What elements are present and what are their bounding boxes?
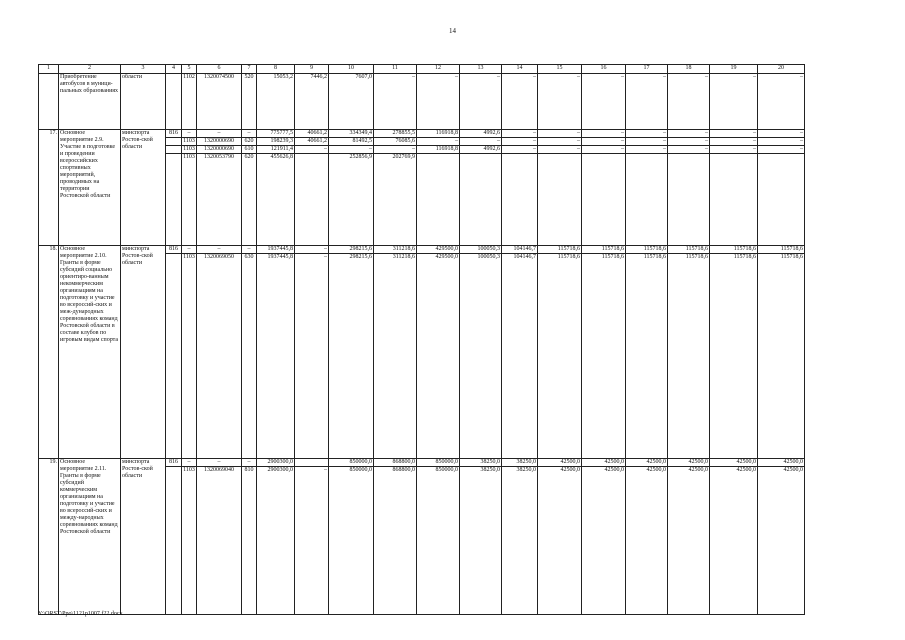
row-number — [39, 74, 59, 130]
section-code: – — [182, 459, 197, 467]
executor: минспорта Ростов-ской области — [121, 130, 166, 246]
amount-cell: – — [374, 146, 417, 154]
column-number-row — [39, 65, 805, 74]
section-code: 1103 — [182, 254, 197, 459]
column-number: 7 — [242, 65, 257, 74]
ministry-code — [166, 74, 182, 130]
amount-cell: – — [582, 74, 626, 130]
amount-cell: 100050,3 — [460, 246, 502, 254]
amount-cell: – — [668, 138, 710, 146]
amount-cell: 455626,8 — [257, 154, 295, 246]
amount-cell: 868800,0 — [374, 459, 417, 467]
amount-cell: – — [460, 138, 502, 146]
amount-cell: – — [710, 138, 758, 146]
target-article-code: 1320074500 — [197, 74, 242, 130]
amount-cell: 115718,6 — [626, 246, 668, 254]
amount-cell: 38250,0 — [502, 459, 538, 467]
amount-cell: 115718,6 — [668, 246, 710, 254]
amount-cell: – — [710, 130, 758, 138]
amount-cell: 115718,6 — [710, 254, 758, 459]
expense-type-code: 620 — [242, 154, 257, 246]
amount-cell: – — [538, 138, 582, 146]
target-article-code: – — [197, 246, 242, 254]
column-number: 1 — [39, 65, 59, 74]
amount-cell: – — [295, 467, 329, 615]
amount-cell: – — [758, 74, 805, 130]
amount-cell: – — [626, 74, 668, 130]
amount-cell: 1937445,8 — [257, 254, 295, 459]
section-code: 1103 — [183, 138, 195, 144]
column-number: 14 — [502, 65, 538, 74]
amount-cell: – — [295, 254, 329, 459]
footer-file-path: Y:\ORST\Ppo\1121p1007.f22.docx — [38, 611, 123, 617]
amount-cell: – — [417, 138, 460, 146]
amount-cell: 2900300,0 — [257, 467, 295, 615]
amount-cell: – — [668, 130, 710, 138]
section-code: – — [182, 246, 197, 254]
amount-cell: 311218,6 — [374, 246, 417, 254]
executor: минспорта Ростов-ской области — [121, 459, 166, 615]
amount-cell: – — [502, 138, 538, 146]
target-article-code: – — [197, 459, 242, 467]
table-row — [39, 246, 805, 254]
budget-table — [38, 64, 805, 615]
amount-cell: – — [668, 146, 710, 154]
amount-cell: 42500,0 — [710, 467, 758, 615]
amount-cell: 42500,0 — [710, 459, 758, 467]
row-number: 17. — [39, 130, 59, 246]
amount-cell: 298215,6 — [329, 246, 374, 254]
ministry-code — [166, 146, 182, 154]
amount-cell: 7607,0 — [329, 74, 374, 130]
ministry-code — [166, 467, 182, 615]
amount-cell: 42500,0 — [582, 459, 626, 467]
amount-cell: – — [710, 146, 758, 154]
amount-cell: 42500,0 — [538, 459, 582, 467]
amount-cell — [417, 154, 460, 246]
amount-cell: 40661,2 — [295, 130, 329, 138]
amount-cell: – — [582, 138, 626, 146]
table-body — [39, 65, 805, 615]
column-number: 6 — [197, 65, 242, 74]
amount-cell: 116918,8 — [417, 146, 460, 154]
amount-cell: – — [668, 74, 710, 130]
amount-cell: 115718,6 — [582, 254, 626, 459]
amount-cell: – — [502, 74, 538, 130]
target-article-code: 1320000690 — [197, 146, 242, 154]
amount-cell: 121911,4 — [257, 146, 295, 154]
amount-cell: – — [626, 130, 668, 138]
amount-cell: 115718,6 — [538, 254, 582, 459]
amount-cell — [710, 154, 758, 246]
amount-cell — [460, 154, 502, 246]
amount-cell: 2900300,0 — [257, 459, 295, 467]
amount-cell: 1937445,8 — [257, 246, 295, 254]
amount-cell: – — [758, 146, 805, 154]
amount-cell: 42500,0 — [626, 459, 668, 467]
amount-cell: 252856,9 — [329, 154, 374, 246]
amount-cell: 81492,5 — [329, 138, 374, 146]
amount-cell: – — [626, 146, 668, 154]
amount-cell: 7446,2 — [295, 74, 329, 130]
amount-cell — [295, 154, 329, 246]
amount-cell: 429500,0 — [417, 254, 460, 459]
amount-cell: 850000,0 — [329, 459, 374, 467]
target-article-code: 1320069050 — [197, 254, 242, 459]
amount-cell — [538, 154, 582, 246]
amount-cell: 104146,7 — [502, 246, 538, 254]
ministry-code: 816 — [166, 459, 182, 467]
amount-cell: 850000,0 — [417, 467, 460, 615]
column-number: 4 — [166, 65, 182, 74]
executor: области — [121, 74, 166, 130]
amount-cell: 100050,3 — [460, 254, 502, 459]
expense-type-code: – — [242, 246, 257, 254]
amount-cell: 42500,0 — [668, 459, 710, 467]
amount-cell: – — [460, 74, 502, 130]
amount-cell: 38250,0 — [460, 459, 502, 467]
row-number: 19. — [39, 459, 59, 615]
amount-cell: – — [295, 246, 329, 254]
amount-cell: 42500,0 — [668, 467, 710, 615]
amount-cell: 311218,6 — [374, 254, 417, 459]
amount-cell: – — [502, 130, 538, 138]
column-number: 18 — [668, 65, 710, 74]
amount-cell: – — [538, 146, 582, 154]
amount-cell: – — [295, 146, 329, 154]
amount-cell: 4992,6 — [460, 130, 502, 138]
target-article-code: – — [197, 130, 242, 138]
amount-cell: 38250,0 — [460, 467, 502, 615]
amount-cell: 115718,6 — [710, 246, 758, 254]
column-number: 19 — [710, 65, 758, 74]
amount-cell: 202769,9 — [374, 154, 417, 246]
amount-cell: 76085,6 — [374, 138, 417, 146]
section-code: 1102 — [182, 74, 197, 130]
amount-cell: 429500,0 — [417, 246, 460, 254]
amount-cell: 775777,5 — [257, 130, 295, 138]
column-number: 15 — [538, 65, 582, 74]
section-code: 1103 — [182, 467, 197, 615]
expense-type-code: – — [242, 130, 257, 138]
column-number: 12 — [417, 65, 460, 74]
amount-cell: 4992,6 — [460, 146, 502, 154]
amount-cell: 15053,2 — [257, 74, 295, 130]
executor: минспорта Ростов-ской области — [121, 246, 166, 459]
section-code: – — [182, 130, 197, 138]
amount-cell: – — [582, 146, 626, 154]
column-number: 20 — [758, 65, 805, 74]
amount-cell: 115718,6 — [758, 246, 805, 254]
target-article-code: 1320000690 — [197, 138, 242, 146]
amount-cell: – — [758, 138, 805, 146]
table-row — [39, 130, 805, 138]
ministry-code: 816 — [166, 246, 182, 254]
amount-cell: 115718,6 — [538, 246, 582, 254]
column-number: 3 — [121, 65, 166, 74]
expense-type-code: 610 — [242, 146, 257, 154]
amount-cell: 115718,6 — [758, 254, 805, 459]
amount-cell: 115718,6 — [668, 254, 710, 459]
amount-cell: 42500,0 — [758, 467, 805, 615]
amount-cell: 42500,0 — [758, 459, 805, 467]
amount-cell: 278855,5 — [374, 130, 417, 138]
ministry-code — [166, 138, 182, 146]
ministry-code: 816 — [166, 130, 182, 138]
amount-cell: 298215,6 — [329, 254, 374, 459]
expense-type-code: 630 — [242, 254, 257, 459]
column-number: 2 — [59, 65, 121, 74]
table-row — [39, 74, 805, 130]
column-number: 8 — [257, 65, 295, 74]
column-number: 13 — [460, 65, 502, 74]
amount-cell — [668, 154, 710, 246]
amount-cell: – — [417, 74, 460, 130]
row-number: 18. — [39, 246, 59, 459]
amount-cell: – — [538, 130, 582, 138]
amount-cell: 42500,0 — [538, 467, 582, 615]
section-code: 1103 — [182, 154, 197, 246]
activity-name: Приобретение автобусов в муници-пальных образованиях — [59, 74, 121, 130]
amount-cell: 116918,8 — [417, 130, 460, 138]
amount-cell: 850000,0 — [329, 467, 374, 615]
amount-cell: 42500,0 — [582, 467, 626, 615]
amount-cell: 38250,0 — [502, 467, 538, 615]
amount-cell: – — [538, 74, 582, 130]
page-number: 14 — [449, 27, 456, 35]
amount-cell — [502, 154, 538, 246]
activity-name: Основное мероприятие 2.9. Участие в подготовке и проведении всероссийских спортивных мероприятий, проводимых на территории Ростовской области — [59, 130, 121, 246]
expense-type-code: 520 — [242, 74, 257, 130]
target-article-code: 1320069040 — [197, 467, 242, 615]
amount-cell: – — [710, 74, 758, 130]
column-number: 11 — [374, 65, 417, 74]
activity-name: Основное мероприятие 2.10. Гранты в форме субсидий социально ориентиро-ванным некоммерческим организациям на подготовку и участие во всероссий-ских и меж-дународных соревнованиях команд Ростовской области в составе клубов по игровым видам спорта — [59, 246, 121, 459]
table-row — [39, 459, 805, 467]
amount-cell: 198239,3 — [257, 138, 295, 146]
column-number: 10 — [329, 65, 374, 74]
activity-name: Основное мероприятие 2.11. Гранты в форме субсидий коммерческим организациям на подготовку и участие во всероссий-ских и между-народных соревнованиях команд Ростовской области — [59, 459, 121, 615]
amount-cell: – — [758, 130, 805, 138]
target-article-code: 1320053790 — [197, 154, 242, 246]
expense-type-code: 810 — [242, 467, 257, 615]
amount-cell — [758, 154, 805, 246]
amount-cell: 42500,0 — [626, 467, 668, 615]
column-number: 9 — [295, 65, 329, 74]
amount-cell: – — [502, 146, 538, 154]
amount-cell — [626, 154, 668, 246]
amount-cell: 850000,0 — [417, 459, 460, 467]
amount-cell: 868800,0 — [374, 467, 417, 615]
amount-cell: 115718,6 — [582, 246, 626, 254]
amount-cell: 334349,4 — [329, 130, 374, 138]
amount-cell: – — [329, 146, 374, 154]
amount-cell: 104146,7 — [502, 254, 538, 459]
ministry-code — [166, 254, 182, 459]
amount-cell — [295, 459, 329, 467]
column-number: 16 — [582, 65, 626, 74]
amount-cell: – — [626, 138, 668, 146]
amount-cell — [582, 154, 626, 246]
amount-cell: – — [374, 74, 417, 130]
amount-cell: – — [582, 130, 626, 138]
expense-type-code: 620 — [242, 138, 257, 146]
expense-type-code: – — [242, 459, 257, 467]
column-number: 17 — [626, 65, 668, 74]
ministry-code — [166, 154, 182, 246]
section-code: 1103 — [183, 146, 195, 152]
column-number: 5 — [182, 65, 197, 74]
amount-cell: 40661,2 — [295, 138, 329, 146]
amount-cell: 115718,6 — [626, 254, 668, 459]
